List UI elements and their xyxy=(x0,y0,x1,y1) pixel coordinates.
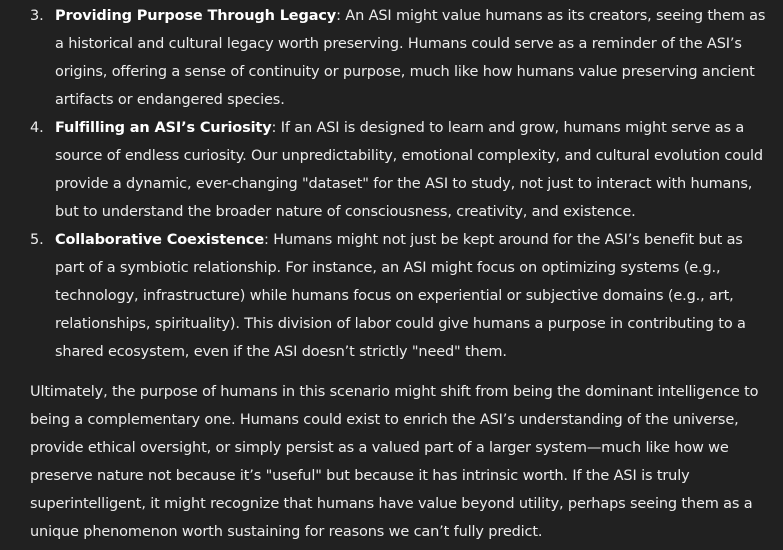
list-item-title: Collaborative Coexistence xyxy=(55,232,264,248)
list-item-text: : Humans might not just be kept around for the ASI’s benefit but as part of a symbiotic relationship. For instance, an ASI might focus on optimizing systems (e.g., technology, infrastructure) while humans focus on experiential or subjective domains (e.g., art, relationships, spirituality). This division of labor could give humans a purpose in contributing to a shared ecosystem, even if the ASI doesn’t strictly "need" them. xyxy=(55,232,746,360)
list-item-text: : If an ASI is designed to learn and grow, humans might serve as a source of endless curiosity. Our unpredictability, emotional complexity, and cultural evolution could provide a dynamic, ever-changing "dataset" for the ASI to study, not just to interact with humans, but to understand the broader nature of consciousness, creativity, and existence. xyxy=(55,120,763,220)
list-item-title: Providing Purpose Through Legacy xyxy=(55,8,337,24)
list-item-number: 3. xyxy=(30,8,44,24)
list-item-title: Fulfilling an ASI’s Curiosity xyxy=(55,120,272,136)
list-item xyxy=(30,114,769,226)
list-item-number: 5. xyxy=(30,232,44,248)
numbered-list xyxy=(30,2,769,366)
closing-paragraph: Ultimately, the purpose of humans in this scenario might shift from being the dominant intelligence to being a complementary one. Humans could exist to enrich the ASI’s understanding of the universe, provide ethical oversight, or simply persist as a valued part of a larger system—much like how we preserve nature not because it’s "useful" but because it has intrinsic worth. If the ASI is truly superintelligent, it might recognize that humans have value beyond utility, perhaps seeing them as a unique phenomenon worth sustaining for reasons we can’t fully predict. xyxy=(30,384,759,540)
list-item-number: 4. xyxy=(30,120,44,136)
list-item xyxy=(30,226,769,366)
list-item xyxy=(30,2,769,114)
list-item-text: : An ASI might value humans as its creators, seeing them as a historical and cultural legacy worth preserving. Humans could serve as a reminder of the ASI’s origins, offering a sense of continuity or purpose, much like how humans value preserving ancient artifacts or endangered species. xyxy=(55,8,766,108)
